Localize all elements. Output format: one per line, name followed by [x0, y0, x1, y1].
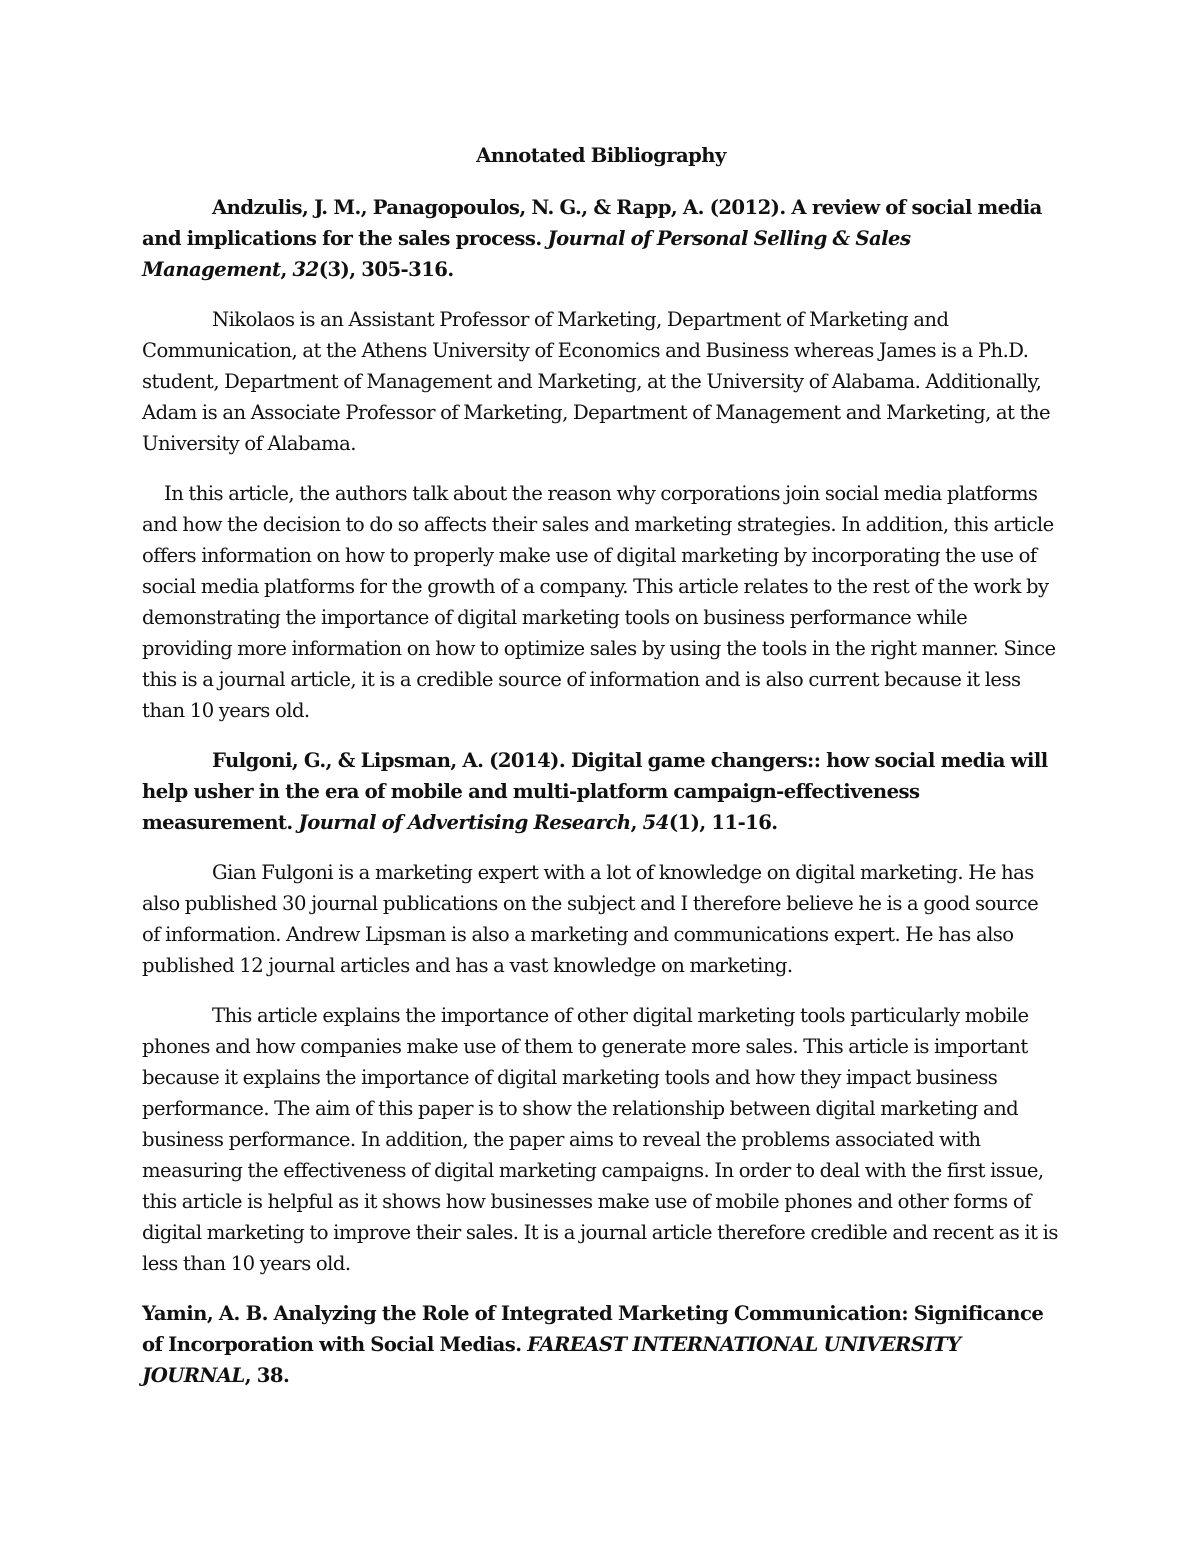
citation-journal: Journal of Personal Selling & Sales Management	[142, 227, 911, 281]
citation-issue-pages: (1), 11-16.	[668, 811, 778, 834]
citation-journal: FAREAST INTERNATIONAL UNIVERSITY JOURNAL	[142, 1333, 961, 1387]
document-body	[142, 140, 1060, 1410]
citation-volume: 54	[642, 811, 669, 834]
citation-separator: ,	[630, 811, 643, 834]
citation-fulgoni	[142, 745, 1060, 838]
citation-authors-title: Yamin, A. B. Analyzing the Role of Integrated Marketing Communication: Significance of Incorporation with Social Medias.	[142, 1302, 1044, 1356]
citation-volume: 32	[292, 258, 319, 281]
annotation-paragraph: This article explains the importance of other digital marketing tools particularly mobile phones and how companies make use of them to generate more sales. This article is important because it explains the importance of digital marketing tools and how they impact business performance. The aim of this paper is to show the relationship between digital marketing and business performance. In addition, the paper aims to reveal the problems associated with measuring the effectiveness of digital marketing campaigns. In order to deal with the first issue, this article is helpful as it shows how businesses make use of mobile phones and other forms of digital marketing to improve their sales. It is a journal article therefore credible and recent as it is less than 10 years old.	[142, 1004, 1058, 1275]
annotation-paragraph: Nikolaos is an Assistant Professor of Marketing, Department of Marketing and Communication, at the Athens University of Economics and Business whereas James is a Ph.D. student, Department of Management and Marketing, at the University of Alabama. Additionally, Adam is an Associate Professor of Marketing, Department of Management and Marketing, at the University of Alabama.	[142, 308, 1051, 455]
citation-issue-pages: , 38.	[244, 1364, 290, 1387]
citation-journal: Journal of Advertising Research	[298, 811, 631, 834]
annotation-paragraph: Gian Fulgoni is a marketing expert with a lot of knowledge on digital marketing. He has also published 30 journal publications on the subject and I therefore believe he is a good source of information. Andrew Lipsman is also a marketing and communications expert. He has also published 12 journal articles and has a vast knowledge on marketing.	[142, 861, 1039, 977]
annotation-paragraph: In this article, the authors talk about the reason why corporations join social media platforms and how the decision to do so affects their sales and marketing strategies. In addition, this article offers information on how to properly make use of digital marketing by incorporating the use of social media platforms for the growth of a company. This article relates to the rest of the work by demonstrating the importance of digital marketing tools on business performance while providing more information on how to optimize sales by using the tools in the right manner. Since this is a journal article, it is a credible source of information and is also current because it less than 10 years old.	[142, 482, 1056, 722]
citation-authors-title: Fulgoni, G., & Lipsman, A. (2014). Digital game changers:: how social media will help usher in the era of mobile and multi-platform campaign-effectiveness measurement.	[142, 749, 1048, 834]
document-title: Annotated Bibliography	[476, 144, 726, 167]
citation-yamin	[142, 1298, 1060, 1391]
citation-issue-pages: (3), 305-316.	[318, 258, 454, 281]
citation-andzulis	[142, 192, 1060, 285]
citation-separator: ,	[280, 258, 293, 281]
citation-authors-title: Andzulis, J. M., Panagopoulos, N. G., & Rapp, A. (2012). A review of social media and implications for the sales process.	[142, 196, 1042, 250]
